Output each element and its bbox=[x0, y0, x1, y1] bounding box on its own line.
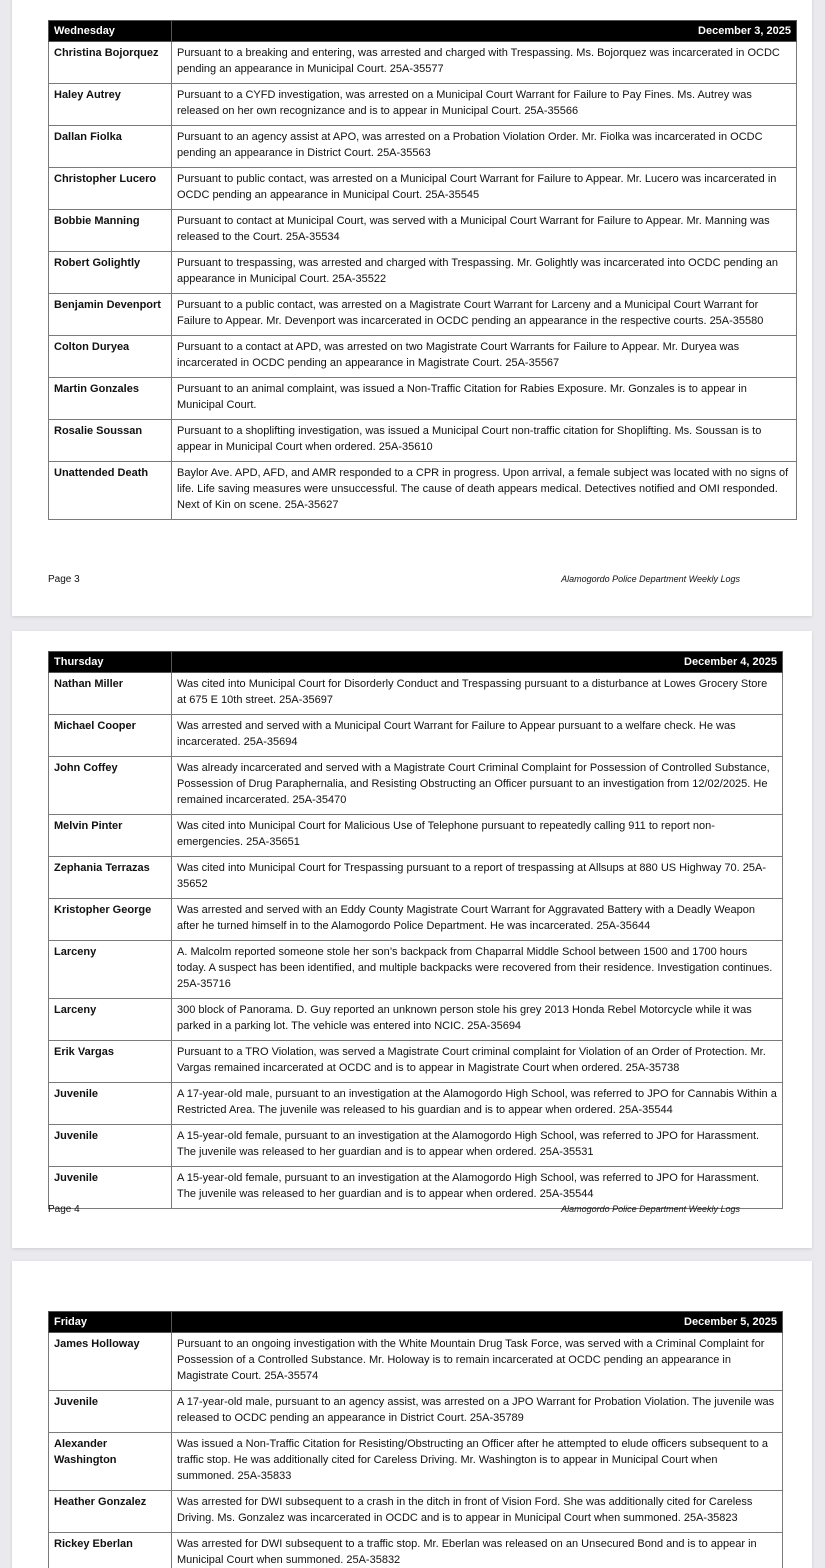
entry-text: A 15-year-old female, pursuant to an investigation at the Alamogordo High School, was referred to JPO for Harassment. The juvenile was released to her guardian and is to appear when ordered. 25A-35544 bbox=[172, 1167, 783, 1209]
table-row bbox=[49, 815, 783, 857]
entry-name: Alexander Washington bbox=[49, 1433, 172, 1491]
table-row bbox=[49, 1333, 783, 1391]
table-header-row bbox=[49, 21, 797, 42]
entry-name: Juvenile bbox=[49, 1083, 172, 1125]
table-row bbox=[49, 757, 783, 815]
document-page-4 bbox=[12, 631, 812, 1248]
entry-name: Juvenile bbox=[49, 1167, 172, 1209]
entry-text: Pursuant to a TRO Violation, was served a Magistrate Court criminal complaint for Violation of an Order of Protection. Mr. Vargas remained incarcerated at OCDC and is to appear in Magistrate Court when ordered. 25A-35738 bbox=[172, 1041, 783, 1083]
table-row bbox=[49, 1491, 783, 1533]
footer-title: Alamogordo Police Department Weekly Logs bbox=[561, 574, 740, 584]
entry-name: Melvin Pinter bbox=[49, 815, 172, 857]
table-row bbox=[49, 336, 797, 378]
entry-name: Robert Golightly bbox=[49, 252, 172, 294]
entry-name: Colton Duryea bbox=[49, 336, 172, 378]
entry-text: Was arrested and served with an Eddy County Magistrate Court Warrant for Aggravated Battery with a Deadly Weapon after he turned himself in to the Alamogordo Police Department. He was incarcerated. 25A-35644 bbox=[172, 899, 783, 941]
entry-name: John Coffey bbox=[49, 757, 172, 815]
entry-text: Pursuant to a breaking and entering, was arrested and charged with Trespassing. Ms. Bojorquez was incarcerated in OCDC pending an appearance in Municipal Court. 25A-35577 bbox=[172, 42, 797, 84]
entry-text: Pursuant to trespassing, was arrested and charged with Trespassing. Mr. Golightly was incarcerated into OCDC pending an appearance in Municipal Court. 25A-35522 bbox=[172, 252, 797, 294]
entry-text: Pursuant to a public contact, was arrested on a Magistrate Court Warrant for Larceny and a Municipal Court Warrant for Failure to Appear. Mr. Devenport was incarcerated in OCDC pending an appearance in the respective courts. 25A-35580 bbox=[172, 294, 797, 336]
entry-text: Baylor Ave. APD, AFD, and AMR responded to a CPR in progress. Upon arrival, a female subject was located with no signs of life. Life saving measures were unsuccessful. The cause of death appears medical. Detectives notified and OMI responded. Next of Kin on scene. 25A-35627 bbox=[172, 462, 797, 520]
entry-name: Michael Cooper bbox=[49, 715, 172, 757]
table-row bbox=[49, 126, 797, 168]
table-row bbox=[49, 84, 797, 126]
entry-name: Bobbie Manning bbox=[49, 210, 172, 252]
entry-name: Juvenile bbox=[49, 1391, 172, 1433]
log-table-thursday bbox=[48, 651, 783, 1209]
entry-text: 300 block of Panorama. D. Guy reported an unknown person stole his grey 2013 Honda Rebel Motorcycle while it was parked in a parking lot. The vehicle was entered into NCIC. 25A-35694 bbox=[172, 999, 783, 1041]
page-number: Page 3 bbox=[48, 574, 80, 585]
entry-text: Pursuant to contact at Municipal Court, was served with a Municipal Court Warrant for Failure to Appear. Mr. Manning was released to the Court. 25A-35534 bbox=[172, 210, 797, 252]
entry-name: Larceny bbox=[49, 941, 172, 999]
table-row bbox=[49, 899, 783, 941]
table-row bbox=[49, 252, 797, 294]
table-row bbox=[49, 1533, 783, 1568]
table-row bbox=[49, 462, 797, 520]
page-number: Page 4 bbox=[48, 1204, 80, 1215]
table-row bbox=[49, 42, 797, 84]
entry-text: Was issued a Non-Traffic Citation for Resisting/Obstructing an Officer after he attempted to elude officers subsequent to a traffic stop. He was additionally cited for Careless Driving. Mr. Washington is to appear in Municipal Court when summoned. 25A-35833 bbox=[172, 1433, 783, 1491]
entry-name: Dallan Fiolka bbox=[49, 126, 172, 168]
table-row bbox=[49, 1125, 783, 1167]
entry-text: Was arrested and served with a Municipal Court Warrant for Failure to Appear pursuant to a welfare check. He was incarcerated. 25A-35694 bbox=[172, 715, 783, 757]
log-table-wednesday bbox=[48, 20, 797, 520]
entry-name: Unattended Death bbox=[49, 462, 172, 520]
table-row bbox=[49, 420, 797, 462]
entry-name: James Holloway bbox=[49, 1333, 172, 1391]
table-row bbox=[49, 673, 783, 715]
date-label: December 4, 2025 bbox=[172, 652, 783, 673]
table-row bbox=[49, 999, 783, 1041]
entry-text: Pursuant to a shoplifting investigation, was issued a Municipal Court non-traffic citation for Shoplifting. Ms. Soussan is to appear in Municipal Court when ordered. 25A-35610 bbox=[172, 420, 797, 462]
table-row bbox=[49, 294, 797, 336]
entry-name: Christopher Lucero bbox=[49, 168, 172, 210]
document-page-5 bbox=[12, 1261, 812, 1568]
entry-text: A 17-year-old male, pursuant to an investigation at the Alamogordo High School, was referred to JPO for Cannabis Within a Restricted Area. The juvenile was released to his guardian and is to appear when ordered. 25A-35544 bbox=[172, 1083, 783, 1125]
table-header-row bbox=[49, 1312, 783, 1333]
day-label: Thursday bbox=[49, 652, 172, 673]
entry-name: Heather Gonzalez bbox=[49, 1491, 172, 1533]
entry-name: Christina Bojorquez bbox=[49, 42, 172, 84]
entry-text: A. Malcolm reported someone stole her son’s backpack from Chaparral Middle School between 1500 and 1700 hours today. A suspect has been identified, and multiple backpacks were recovered from their residence. Investigation continues. 25A-35716 bbox=[172, 941, 783, 999]
document-page-3 bbox=[12, 0, 812, 616]
date-label: December 5, 2025 bbox=[172, 1312, 783, 1333]
entry-text: Was arrested for DWI subsequent to a crash in the ditch in front of Vision Ford. She was additionally cited for Careless Driving. Ms. Gonzalez was incarcerated in OCDC and is to appear in Municipal Court when summoned. 25A-35823 bbox=[172, 1491, 783, 1533]
entry-text: Was cited into Municipal Court for Disorderly Conduct and Trespassing pursuant to a disturbance at Lowes Grocery Store at 675 E 10th street. 25A-35697 bbox=[172, 673, 783, 715]
entry-text: Pursuant to an agency assist at APO, was arrested on a Probation Violation Order. Mr. Fiolka was incarcerated in OCDC pending an appearance in District Court. 25A-35563 bbox=[172, 126, 797, 168]
entry-text: A 15-year-old female, pursuant to an investigation at the Alamogordo High School, was referred to JPO for Harassment. The juvenile was released to her guardian and is to appear when ordered. 25A-35531 bbox=[172, 1125, 783, 1167]
entry-text: Was cited into Municipal Court for Trespassing pursuant to a report of trespassing at Allsups at 880 US Highway 70. 25A-35652 bbox=[172, 857, 783, 899]
entry-text: Was arrested for DWI subsequent to a traffic stop. Mr. Eberlan was released on an Unsecured Bond and is to appear in Municipal Court when summoned. 25A-35832 bbox=[172, 1533, 783, 1568]
entry-name: Erik Vargas bbox=[49, 1041, 172, 1083]
entry-name: Martin Gonzales bbox=[49, 378, 172, 420]
entry-name: Haley Autrey bbox=[49, 84, 172, 126]
day-label: Wednesday bbox=[49, 21, 172, 42]
entry-text: Pursuant to an animal complaint, was issued a Non-Traffic Citation for Rabies Exposure. Mr. Gonzales is to appear in Municipal Court. bbox=[172, 378, 797, 420]
table-row bbox=[49, 1083, 783, 1125]
table-row bbox=[49, 1391, 783, 1433]
table-row bbox=[49, 1167, 783, 1209]
day-label: Friday bbox=[49, 1312, 172, 1333]
entry-text: Pursuant to a CYFD investigation, was arrested on a Municipal Court Warrant for Failure to Pay Fines. Ms. Autrey was released on her own recognizance and is to appear in Municipal Court. 25A-35566 bbox=[172, 84, 797, 126]
entry-text: Pursuant to public contact, was arrested on a Municipal Court Warrant for Failure to Appear. Mr. Lucero was incarcerated in OCDC pending an appearance in Municipal Court. 25A-35545 bbox=[172, 168, 797, 210]
entry-text: Was already incarcerated and served with a Magistrate Court Criminal Complaint for Possession of Controlled Substance, Possession of Drug Paraphernalia, and Resisting Obstructing an Officer pursuant to an investigation from 12/02/2025. He remained incarcerated. 25A-35470 bbox=[172, 757, 783, 815]
entry-name: Nathan Miller bbox=[49, 673, 172, 715]
table-row bbox=[49, 378, 797, 420]
date-label: December 3, 2025 bbox=[172, 21, 797, 42]
entry-name: Juvenile bbox=[49, 1125, 172, 1167]
table-row bbox=[49, 1433, 783, 1491]
table-row bbox=[49, 715, 783, 757]
entry-name: Kristopher George bbox=[49, 899, 172, 941]
entry-text: Pursuant to a contact at APD, was arrested on two Magistrate Court Warrants for Failure to Appear. Mr. Duryea was incarcerated in OCDC pending an appearance in Magistrate Court. 25A-35567 bbox=[172, 336, 797, 378]
table-row bbox=[49, 168, 797, 210]
entry-name: Larceny bbox=[49, 999, 172, 1041]
entry-name: Benjamin Devenport bbox=[49, 294, 172, 336]
entry-name: Zephania Terrazas bbox=[49, 857, 172, 899]
entry-text: A 17-year-old male, pursuant to an agency assist, was arrested on a JPO Warrant for Probation Violation. The juvenile was released to OCDC pending an appearance in District Court. 25A-35789 bbox=[172, 1391, 783, 1433]
footer-title: Alamogordo Police Department Weekly Logs bbox=[561, 1204, 740, 1214]
entry-text: Was cited into Municipal Court for Malicious Use of Telephone pursuant to repeatedly calling 911 to report non-emergencies. 25A-35651 bbox=[172, 815, 783, 857]
table-row bbox=[49, 857, 783, 899]
table-row bbox=[49, 941, 783, 999]
table-row bbox=[49, 1041, 783, 1083]
table-header-row bbox=[49, 652, 783, 673]
entry-text: Pursuant to an ongoing investigation with the White Mountain Drug Task Force, was served with a Criminal Complaint for Possession of a Controlled Substance. Mr. Holoway is to remain incarcerated at OCDC pending an appearance in Magistrate Court. 25A-35574 bbox=[172, 1333, 783, 1391]
log-table-friday bbox=[48, 1311, 783, 1568]
entry-name: Rosalie Soussan bbox=[49, 420, 172, 462]
entry-name: Rickey Eberlan bbox=[49, 1533, 172, 1568]
table-row bbox=[49, 210, 797, 252]
